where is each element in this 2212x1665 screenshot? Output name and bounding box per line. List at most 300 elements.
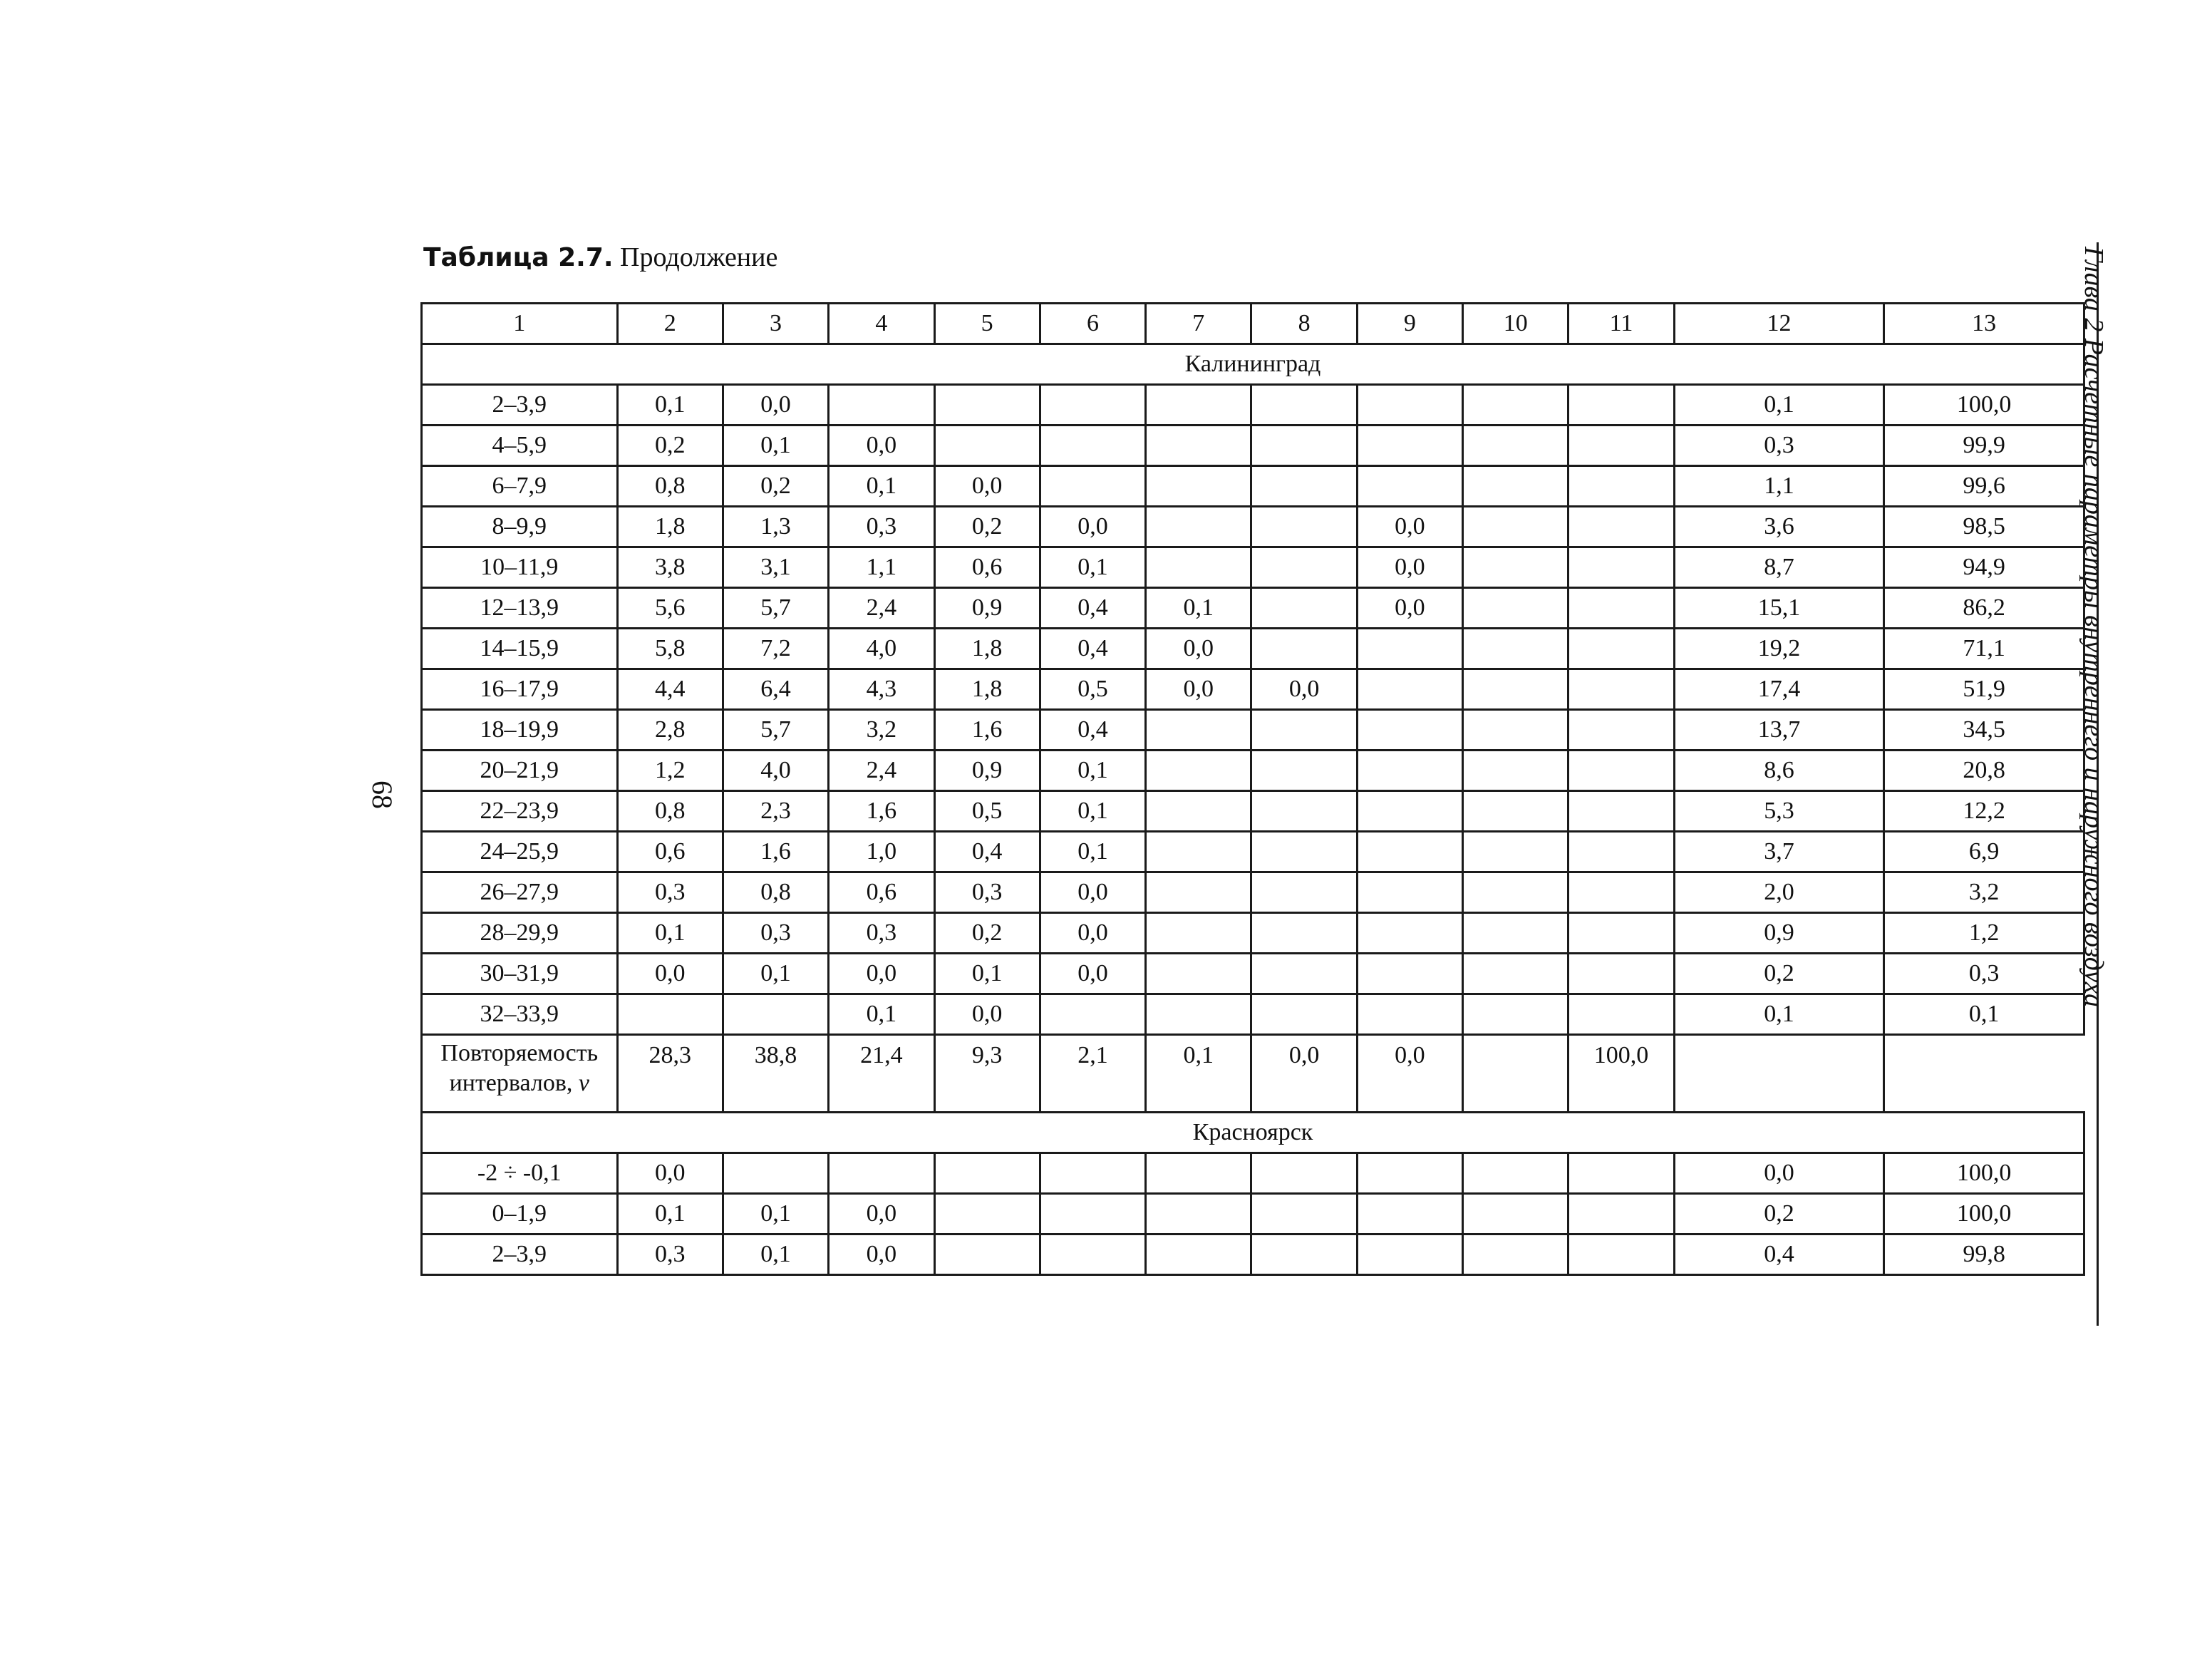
table-row — [422, 832, 2084, 872]
header-cell: 1 — [422, 304, 618, 344]
value-cell: 0,8 — [617, 466, 723, 507]
value-cell — [1568, 994, 1674, 1035]
value-cell: 8,6 — [1674, 751, 1884, 791]
value-cell: 0,1 — [1674, 994, 1884, 1035]
value-cell — [1463, 954, 1568, 994]
header-cell: 13 — [1884, 304, 2084, 344]
table-row — [422, 913, 2084, 954]
value-cell: 0,2 — [1674, 954, 1884, 994]
value-cell: 2,4 — [829, 751, 934, 791]
value-cell: 0,0 — [723, 385, 828, 426]
value-cell: 0,1 — [1884, 994, 2084, 1035]
value-cell: 0,1 — [723, 1194, 828, 1234]
value-cell: 51,9 — [1884, 669, 2084, 710]
header-cell: 6 — [1040, 304, 1145, 344]
value-cell — [1463, 507, 1568, 547]
value-cell — [1251, 466, 1357, 507]
table-number: Таблица 2.7. — [423, 243, 614, 272]
value-cell — [1146, 547, 1251, 588]
total-row — [422, 1035, 2084, 1113]
value-cell — [1568, 710, 1674, 751]
value-cell: 1,3 — [723, 507, 828, 547]
value-cell: 0,0 — [1146, 629, 1251, 669]
value-cell — [1040, 385, 1145, 426]
value-cell — [1568, 385, 1674, 426]
interval-cell: 16–17,9 — [422, 669, 618, 710]
interval-cell: 22–23,9 — [422, 791, 618, 832]
value-cell: 0,4 — [1674, 1234, 1884, 1275]
total-value-cell: 2,1 — [1040, 1035, 1145, 1113]
value-cell — [1463, 994, 1568, 1035]
value-cell: 0,2 — [723, 466, 828, 507]
value-cell: 1,0 — [829, 832, 934, 872]
value-cell — [1357, 1153, 1462, 1194]
interval-cell: 10–11,9 — [422, 547, 618, 588]
value-cell: 100,0 — [1884, 385, 2084, 426]
value-cell — [1357, 994, 1462, 1035]
page-number: 68 — [366, 780, 398, 809]
value-cell — [1146, 1153, 1251, 1194]
value-cell: 0,1 — [1674, 385, 1884, 426]
value-cell — [1146, 954, 1251, 994]
value-cell: 1,2 — [1884, 913, 2084, 954]
total-value-cell — [1463, 1035, 1568, 1113]
value-cell: 0,3 — [617, 1234, 723, 1275]
value-cell: 1,6 — [723, 832, 828, 872]
value-cell — [1568, 507, 1674, 547]
value-cell — [723, 1153, 828, 1194]
value-cell: 0,4 — [1040, 710, 1145, 751]
table-row — [422, 466, 2084, 507]
value-cell: 0,1 — [1146, 588, 1251, 629]
interval-cell: 2–3,9 — [422, 385, 618, 426]
interval-cell: 12–13,9 — [422, 588, 618, 629]
value-cell — [1357, 710, 1462, 751]
table-row — [422, 1234, 2084, 1275]
section-title: Калининград — [422, 344, 2084, 385]
total-value-cell: 21,4 — [829, 1035, 934, 1113]
value-cell — [1040, 1153, 1145, 1194]
interval-cell: 24–25,9 — [422, 832, 618, 872]
value-cell: 3,2 — [1884, 872, 2084, 913]
interval-cell: 0–1,9 — [422, 1194, 618, 1234]
value-cell: 0,1 — [1040, 832, 1145, 872]
value-cell — [1251, 994, 1357, 1035]
value-cell: 3,1 — [723, 547, 828, 588]
value-cell — [1463, 547, 1568, 588]
value-cell: 2,4 — [829, 588, 934, 629]
value-cell: 0,0 — [617, 1153, 723, 1194]
value-cell — [1251, 1194, 1357, 1234]
value-cell: 17,4 — [1674, 669, 1884, 710]
value-cell — [1146, 751, 1251, 791]
value-cell: 3,7 — [1674, 832, 1884, 872]
value-cell: 0,0 — [1040, 954, 1145, 994]
table-row — [422, 426, 2084, 466]
section-title: Красноярск — [422, 1113, 2084, 1153]
value-cell — [1251, 588, 1357, 629]
value-cell — [1251, 710, 1357, 751]
value-cell: 0,2 — [617, 426, 723, 466]
value-cell: 15,1 — [1674, 588, 1884, 629]
header-cell: 2 — [617, 304, 723, 344]
value-cell: 0,1 — [617, 913, 723, 954]
value-cell: 5,7 — [723, 588, 828, 629]
table-row — [422, 791, 2084, 832]
value-cell: 86,2 — [1884, 588, 2084, 629]
value-cell — [1146, 507, 1251, 547]
value-cell — [1146, 832, 1251, 872]
value-cell: 0,0 — [1674, 1153, 1884, 1194]
value-cell — [1357, 751, 1462, 791]
table-row — [422, 872, 2084, 913]
value-cell: 0,9 — [934, 751, 1040, 791]
value-cell: 0,1 — [723, 954, 828, 994]
value-cell: 0,0 — [1251, 669, 1357, 710]
value-cell — [1040, 466, 1145, 507]
value-cell: 98,5 — [1884, 507, 2084, 547]
value-cell: 8,7 — [1674, 547, 1884, 588]
value-cell — [1357, 669, 1462, 710]
interval-cell: 14–15,9 — [422, 629, 618, 669]
value-cell — [1357, 629, 1462, 669]
total-row-symbol: v — [578, 1070, 590, 1096]
value-cell: 0,4 — [934, 832, 1040, 872]
value-cell — [1251, 791, 1357, 832]
value-cell: 5,3 — [1674, 791, 1884, 832]
value-cell: 34,5 — [1884, 710, 2084, 751]
value-cell — [1357, 872, 1462, 913]
value-cell — [1251, 385, 1357, 426]
value-cell: 0,1 — [1040, 751, 1145, 791]
value-cell: 0,3 — [617, 872, 723, 913]
value-cell — [617, 994, 723, 1035]
value-cell: 3,6 — [1674, 507, 1884, 547]
value-cell — [934, 1153, 1040, 1194]
value-cell — [1357, 426, 1462, 466]
value-cell: 94,9 — [1884, 547, 2084, 588]
value-cell — [934, 385, 1040, 426]
value-cell — [1251, 1234, 1357, 1275]
header-cell: 10 — [1463, 304, 1568, 344]
table-row — [422, 954, 2084, 994]
value-cell — [1146, 385, 1251, 426]
value-cell: 99,8 — [1884, 1234, 2084, 1275]
value-cell: 0,0 — [829, 426, 934, 466]
header-row — [422, 304, 2084, 344]
table-row — [422, 629, 2084, 669]
value-cell: 7,2 — [723, 629, 828, 669]
value-cell: 99,6 — [1884, 466, 2084, 507]
value-cell — [1463, 426, 1568, 466]
value-cell — [1251, 507, 1357, 547]
value-cell — [1357, 1194, 1462, 1234]
value-cell — [1463, 1153, 1568, 1194]
value-cell: 0,0 — [829, 1234, 934, 1275]
value-cell — [1568, 547, 1674, 588]
value-cell: 99,9 — [1884, 426, 2084, 466]
value-cell: 0,9 — [1674, 913, 1884, 954]
total-value-cell: 0,0 — [1251, 1035, 1357, 1113]
value-cell — [934, 1194, 1040, 1234]
value-cell: 20,8 — [1884, 751, 2084, 791]
total-row-label-line2: интервалов, — [449, 1070, 579, 1096]
value-cell — [1251, 872, 1357, 913]
table-row — [422, 385, 2084, 426]
value-cell: 2,8 — [617, 710, 723, 751]
value-cell — [1146, 426, 1251, 466]
value-cell — [1251, 629, 1357, 669]
value-cell: 71,1 — [1884, 629, 2084, 669]
value-cell — [1463, 1194, 1568, 1234]
value-cell — [1357, 1234, 1462, 1275]
value-cell: 1,1 — [1674, 466, 1884, 507]
header-cell: 12 — [1674, 304, 1884, 344]
value-cell — [1463, 872, 1568, 913]
total-row-label-line1: Повторяемость — [440, 1040, 599, 1066]
value-cell — [1463, 913, 1568, 954]
value-cell — [1568, 872, 1674, 913]
value-cell — [1357, 791, 1462, 832]
value-cell: 0,0 — [617, 954, 723, 994]
value-cell: 0,3 — [829, 507, 934, 547]
value-cell — [1568, 913, 1674, 954]
total-value-cell: 100,0 — [1568, 1035, 1674, 1113]
header-cell: 11 — [1568, 304, 1674, 344]
value-cell: 2,3 — [723, 791, 828, 832]
value-cell: 0,0 — [934, 466, 1040, 507]
value-cell — [1463, 629, 1568, 669]
value-cell — [1251, 751, 1357, 791]
value-cell: 0,1 — [617, 1194, 723, 1234]
section-row — [422, 1113, 2084, 1153]
value-cell: 0,1 — [934, 954, 1040, 994]
value-cell: 0,0 — [829, 954, 934, 994]
value-cell — [1463, 1234, 1568, 1275]
value-cell: 1,1 — [829, 547, 934, 588]
value-cell: 4,0 — [723, 751, 828, 791]
value-cell — [1040, 994, 1145, 1035]
interval-cell: 6–7,9 — [422, 466, 618, 507]
value-cell: 3,8 — [617, 547, 723, 588]
value-cell: 0,3 — [829, 913, 934, 954]
value-cell — [1040, 1234, 1145, 1275]
table-row — [422, 751, 2084, 791]
value-cell — [1146, 1234, 1251, 1275]
value-cell: 0,1 — [829, 994, 934, 1035]
header-cell: 3 — [723, 304, 828, 344]
value-cell: 0,5 — [1040, 669, 1145, 710]
table-row — [422, 669, 2084, 710]
value-cell: 100,0 — [1884, 1153, 2084, 1194]
value-cell: 12,2 — [1884, 791, 2084, 832]
header-cell: 7 — [1146, 304, 1251, 344]
value-cell: 4,0 — [829, 629, 934, 669]
value-cell: 6,9 — [1884, 832, 2084, 872]
value-cell: 0,3 — [1884, 954, 2084, 994]
value-cell: 0,8 — [617, 791, 723, 832]
value-cell: 1,8 — [617, 507, 723, 547]
value-cell — [1251, 426, 1357, 466]
total-value-cell — [1674, 1035, 1884, 1113]
value-cell — [1568, 426, 1674, 466]
header-cell: 9 — [1357, 304, 1462, 344]
value-cell: 0,0 — [934, 994, 1040, 1035]
value-cell — [1568, 791, 1674, 832]
value-cell: 0,6 — [934, 547, 1040, 588]
value-cell — [1568, 751, 1674, 791]
header-cell: 5 — [934, 304, 1040, 344]
table-row — [422, 1153, 2084, 1194]
total-value-cell: 9,3 — [934, 1035, 1040, 1113]
table-caption — [423, 241, 777, 274]
value-cell: 3,2 — [829, 710, 934, 751]
value-cell: 0,0 — [1040, 872, 1145, 913]
value-cell — [1251, 954, 1357, 994]
table-row — [422, 588, 2084, 629]
value-cell — [1146, 913, 1251, 954]
table-row — [422, 710, 2084, 751]
value-cell — [1146, 791, 1251, 832]
value-cell: 1,8 — [934, 669, 1040, 710]
value-cell — [1357, 913, 1462, 954]
value-cell — [934, 426, 1040, 466]
value-cell: 0,0 — [1040, 913, 1145, 954]
value-cell: 0,3 — [934, 872, 1040, 913]
value-cell — [1251, 547, 1357, 588]
total-row-label — [422, 1035, 618, 1113]
value-cell — [1463, 832, 1568, 872]
interval-cell: 2–3,9 — [422, 1234, 618, 1275]
value-cell: 0,2 — [1674, 1194, 1884, 1234]
value-cell: 0,1 — [723, 426, 828, 466]
value-cell: 19,2 — [1674, 629, 1884, 669]
value-cell — [1463, 710, 1568, 751]
value-cell: 0,0 — [1357, 507, 1462, 547]
value-cell: 1,2 — [617, 751, 723, 791]
table-caption-text: Продолжение — [613, 242, 778, 272]
value-cell: 5,8 — [617, 629, 723, 669]
value-cell — [1568, 1234, 1674, 1275]
value-cell: 0,0 — [1357, 547, 1462, 588]
data-table — [420, 302, 2085, 1276]
value-cell — [1463, 791, 1568, 832]
value-cell — [1463, 751, 1568, 791]
value-cell: 5,7 — [723, 710, 828, 751]
interval-cell: 18–19,9 — [422, 710, 618, 751]
value-cell — [829, 385, 934, 426]
total-value-cell: 28,3 — [617, 1035, 723, 1113]
value-cell: 0,1 — [723, 1234, 828, 1275]
table-body — [422, 304, 2084, 1275]
value-cell — [1568, 466, 1674, 507]
value-cell: 1,8 — [934, 629, 1040, 669]
value-cell — [1568, 1194, 1674, 1234]
interval-cell: -2 ÷ -0,1 — [422, 1153, 618, 1194]
value-cell — [1463, 385, 1568, 426]
value-cell: 0,3 — [1674, 426, 1884, 466]
value-cell: 0,1 — [1040, 547, 1145, 588]
value-cell — [1357, 385, 1462, 426]
value-cell: 100,0 — [1884, 1194, 2084, 1234]
interval-cell: 32–33,9 — [422, 994, 618, 1035]
value-cell — [1146, 872, 1251, 913]
value-cell — [1251, 832, 1357, 872]
header-cell: 8 — [1251, 304, 1357, 344]
total-value-cell: 38,8 — [723, 1035, 828, 1113]
value-cell — [829, 1153, 934, 1194]
value-cell: 0,9 — [934, 588, 1040, 629]
value-cell: 0,2 — [934, 507, 1040, 547]
value-cell: 0,6 — [617, 832, 723, 872]
value-cell: 0,0 — [1040, 507, 1145, 547]
value-cell — [1040, 426, 1145, 466]
running-head: Глава 2 Расчетные параметры внутреннего и наружного воздуха — [2079, 247, 2109, 1008]
value-cell — [723, 994, 828, 1035]
value-cell — [1251, 913, 1357, 954]
value-cell: 0,0 — [1146, 669, 1251, 710]
value-cell: 6,4 — [723, 669, 828, 710]
value-cell: 0,2 — [934, 913, 1040, 954]
value-cell — [1357, 954, 1462, 994]
value-cell: 0,5 — [934, 791, 1040, 832]
value-cell: 0,4 — [1040, 629, 1145, 669]
table-row — [422, 507, 2084, 547]
value-cell — [1463, 466, 1568, 507]
value-cell: 0,4 — [1040, 588, 1145, 629]
value-cell: 0,8 — [723, 872, 828, 913]
interval-cell: 20–21,9 — [422, 751, 618, 791]
section-row — [422, 344, 2084, 385]
header-cell: 4 — [829, 304, 934, 344]
value-cell — [1040, 1194, 1145, 1234]
total-value-cell: 0,0 — [1357, 1035, 1462, 1113]
value-cell — [1568, 588, 1674, 629]
value-cell: 0,3 — [723, 913, 828, 954]
value-cell — [1568, 832, 1674, 872]
table-row — [422, 1194, 2084, 1234]
interval-cell: 30–31,9 — [422, 954, 618, 994]
value-cell: 1,6 — [934, 710, 1040, 751]
value-cell: 0,6 — [829, 872, 934, 913]
value-cell: 4,3 — [829, 669, 934, 710]
table-row — [422, 547, 2084, 588]
value-cell: 0,1 — [829, 466, 934, 507]
total-value-cell: 0,1 — [1146, 1035, 1251, 1113]
value-cell: 2,0 — [1674, 872, 1884, 913]
value-cell: 0,0 — [829, 1194, 934, 1234]
table-row — [422, 994, 2084, 1035]
value-cell — [934, 1234, 1040, 1275]
value-cell — [1568, 629, 1674, 669]
value-cell: 0,1 — [1040, 791, 1145, 832]
value-cell — [1357, 466, 1462, 507]
value-cell: 1,6 — [829, 791, 934, 832]
value-cell: 4,4 — [617, 669, 723, 710]
value-cell — [1146, 466, 1251, 507]
value-cell — [1568, 1153, 1674, 1194]
value-cell: 13,7 — [1674, 710, 1884, 751]
value-cell — [1463, 669, 1568, 710]
value-cell — [1146, 710, 1251, 751]
interval-cell: 26–27,9 — [422, 872, 618, 913]
value-cell: 0,0 — [1357, 588, 1462, 629]
value-cell — [1146, 1194, 1251, 1234]
value-cell — [1568, 669, 1674, 710]
value-cell — [1357, 832, 1462, 872]
value-cell: 0,1 — [617, 385, 723, 426]
value-cell — [1463, 588, 1568, 629]
